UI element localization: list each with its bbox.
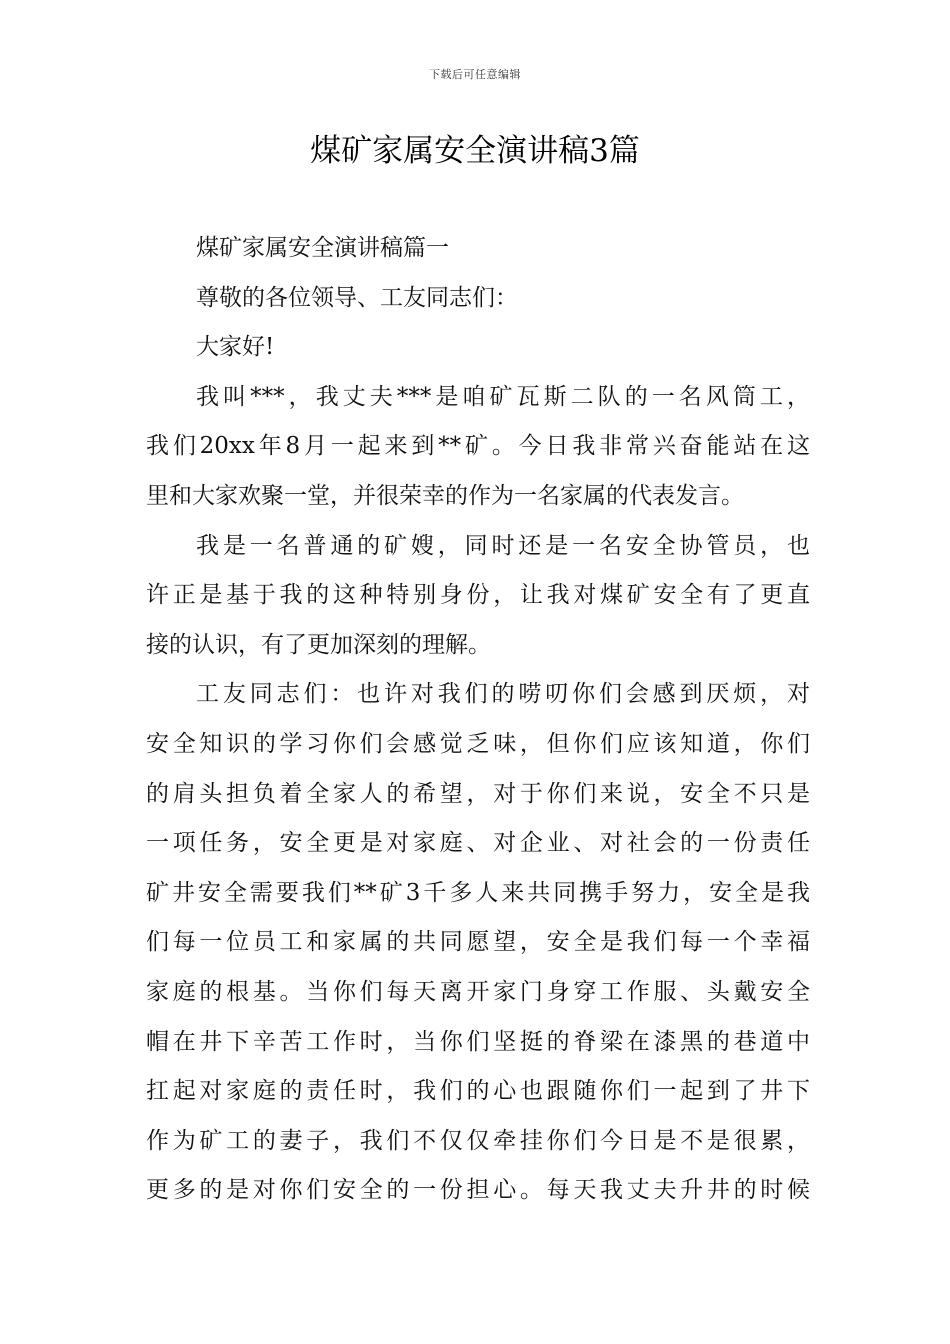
text-line: 我们20xx年8月一起来到**矿。今日我非常兴奋能站在这 <box>146 433 810 460</box>
text-line: 的肩头担负着全家人的希望，对于你们来说，安全不只是 <box>146 780 810 807</box>
text-line: 一项任务，安全更是对家庭、对企业、对社会的一份责任 <box>146 830 810 857</box>
header-note: 下载后可任意编辑 <box>429 68 521 81</box>
text-line: 工友同志们：也许对我们的唠叨你们会感到厌烦，对 <box>196 681 810 708</box>
document-body <box>146 224 810 1216</box>
text-line: 安全知识的学习你们会感觉乏味，但你们应该知道，你们 <box>146 730 810 757</box>
section-heading: 煤矿家属安全演讲稿篇一 <box>196 235 449 261</box>
text-line: 帽在井下辛苦工作时，当你们坚挺的脊梁在漆黑的巷道中 <box>146 1028 810 1055</box>
text-line: 作为矿工的妻子，我们不仅仅牵挂你们今日是不是很累， <box>146 1127 810 1154</box>
text-line: 扛起对家庭的责任时，我们的心也跟随你们一起到了井下 <box>146 1078 810 1105</box>
text-line: 更多的是对你们安全的一份担心。每天我丈夫升井的时候 <box>146 1177 810 1204</box>
text-line: 矿井安全需要我们**矿3千多人来共同携手努力，安全是我 <box>146 879 810 906</box>
text-line: 们每一位员工和家属的共同愿望，安全是我们每一个幸福 <box>146 929 810 956</box>
salutation-line: 尊敬的各位领导、工友同志们： <box>196 284 518 311</box>
text-line: 许正是基于我的这种特别身份，让我对煤矿安全有了更直 <box>146 582 810 609</box>
text-line: 我叫***，我丈夫***是咱矿瓦斯二队的一名风筒工， <box>196 383 810 410</box>
text-line: 家庭的根基。当你们每天离开家门身穿工作服、头戴安全 <box>146 978 810 1005</box>
document-title: 煤矿家属安全演讲稿3篇 <box>310 133 640 169</box>
text-line: 里和大家欢聚一堂，并很荣幸的作为一名家属的代表发言。 <box>146 482 744 509</box>
text-line: 接的认识，有了更加深刻的理解。 <box>146 631 491 658</box>
text-line: 我是一名普通的矿嫂，同时还是一名安全协管员，也 <box>196 532 810 559</box>
greeting-line: 大家好! <box>196 334 275 361</box>
